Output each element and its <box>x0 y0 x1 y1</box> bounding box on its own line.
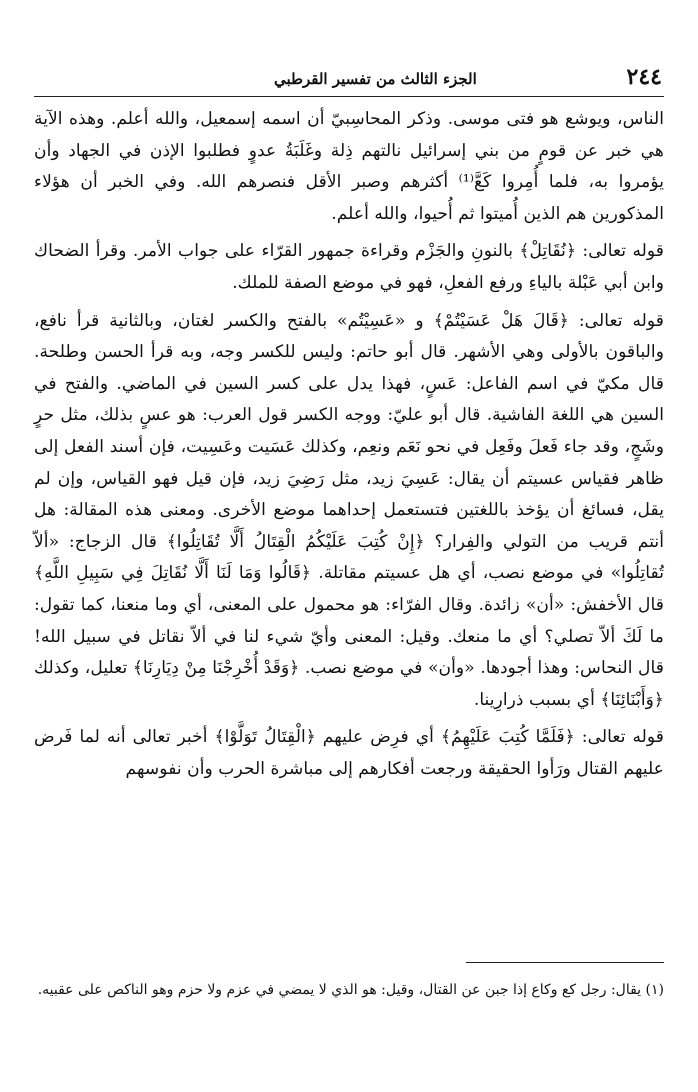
page-number: ٢٤٤ <box>626 64 662 90</box>
paragraph: قوله تعالى: ﴿نُقَاتِلْ﴾ بالنونِ والجَزْم وقراءة جمهور القرّاء على جواب الأمر. وقرأ الضحاك وابن أبي عَبْلة بالياءِ ورفع الفعلِ، فهو في موضع الصفة للملك. <box>34 241 664 293</box>
running-title: الجزء الثالث من تفسير القرطبي <box>274 70 477 88</box>
paragraph: الناس، ويوشع هو فتى موسى. وذكر المحاسِبيّ أن اسمه إسمعيل، والله أعلم. وهذه الآية هي خبر عن قومٍ من بني إسرائيل نالتهم ذِلة وغَلَبَةُ عدوٍ فطلبوا الإذن في الجهاد وأن يؤمروا به، فلما أُمِروا كَعَّ⁽¹⁾ أكثرهم وصبر الأقل فنصرهم الله. وفي الخبر أن هؤلاء المذكورين هم الذين أُميتوا ثم أُحيوا، والله أعلم. <box>34 109 664 224</box>
footnote-divider <box>466 962 664 963</box>
paragraph: قوله تعالى: ﴿فَلَمَّا كُتِبَ عَلَيْهِمُ﴾ أي فرِض عليهم ﴿الْقِتَالُ تَوَلَّوْا﴾ أخبر تعالى أنه لما فَرض عليهم القتال ورَأوا الحقيقة ورجعت أفكارهم إلى مباشرة الحرب وأن نفوسهم <box>34 727 664 779</box>
page-body <box>34 104 664 791</box>
page-header <box>34 62 664 97</box>
footnote: (١) يقال: رجل كع وكاع إذا جبن عن القتال، وقيل: هو الذي لا يمضي في عزم ولا حزم وهو الناكص على عقبيه. <box>37 982 664 998</box>
paragraph: قوله تعالى: ﴿قَالَ هَلْ عَسَيْتُمْ﴾ و «عَسِيْتُم» بالفتح والكسر لغتان، وبالثانية قرأ نافع، والباقون بالأولى وهي الأشهر. قال أبو حاتم: وليس للكسر وجه، وبه قرأ الحسن وطلحة. قال مكيّ في اسم الفاعل: عَسٍ، فهذا يدل على كسر السين في الماضي. والفتح في السين هي اللغة الفاشية. قال أبو عليّ: ووجه الكسر قول العرب: هو عسٍ بذلك، مثل حرٍ وشَجٍ، وقد جاء فَعلَ وفَعِل في نحو نَعَم ونعِم، وكذلك عَسَيت وعَسِيت، فإن أسند الفعل إلى ظاهر فقياس عسيتم أن يقال: عَسِيَ زيد، مثل رَضِيَ زيد، فإن قيل فهو القياس، وإن لم يقل، فسائغ أن يؤخذ باللغتين فتستعمل إحداهما موضع الأخرى. ومعنى هذه المقالة: هل أنتم قريب من التولي والفِرار؟ ﴿إِنْ كُتِبَ عَلَيْكُمُ الْقِتَالُ أَلَّا تُقَاتِلُوا﴾ قال الزجاج: «ألاّ تُقاتِلُوا» في موضع نصب، أي هل عسيتم مقاتلة. ﴿قَالُوا وَمَا لَنَا أَلَّا نُقَاتِلَ فِي سَبِيلِ اللَّهِ﴾ قال الأخفش: «أن» زائدة. وقال الفرّاء: هو محمول على المعنى، أي وما منعنا، كما تقول: ما لَكَ ألاّ تصلي؟ أي ما منعك. وقيل: المعنى وأيّ شيء لنا في ألاّ نقاتل في سبيل الله! قال النحاس: وهذا أجودها. «وأن» في موضع نصب. ﴿وَقَدْ أُخْرِجْنَا مِنْ دِيَارِنَا﴾ تعليل، وكذلك ﴿وَأَبْنَائِنَا﴾ أي بسبب ذرارِينا. <box>34 310 664 710</box>
